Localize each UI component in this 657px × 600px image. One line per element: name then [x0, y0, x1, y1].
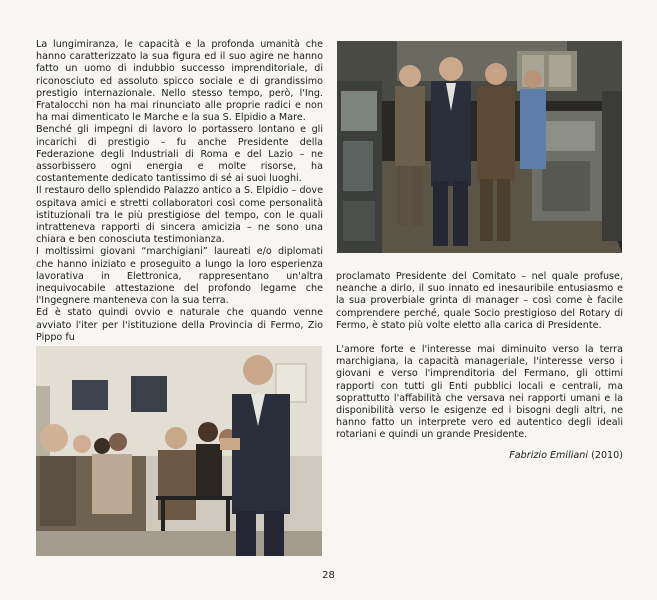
paragraph: La lungimiranza, le capacità e la profonda umanità che hanno caratterizzato la sua figura ed il suo agire ne hanno fatto un uomo di indubbio successo imprenditoriale, di riconosciuto ed assoluto spicco sociale e di grandissimo prestigio internazionale. Nello stesso tempo, però, l'Ing. Fratalocchi non ha mai rinunciato alle proprie radici e non ha mai dimenticato le Marche e la sua S. Elpidio a Mare.	[36, 39, 323, 124]
left-text-column	[36, 39, 323, 344]
photo-audience-speech	[36, 346, 322, 556]
right-text-column	[336, 271, 623, 462]
paragraph: Ed è stato quindi ovvio e naturale che quando venne avviato l'iter per l'istituzione della Provincia di Fermo, Zio Pippo fu	[36, 307, 323, 343]
paragraph: proclamato Presidente del Comitato – nel quale profuse, neanche a dirlo, il suo innato ed inesauribile entusiasmo e la sua proverbiale grinta di manager – così come è facile comprendere perché, quale Socio prestigioso del Rotary di Fermo, è stato più volte eletto alla carica di Presidente.	[336, 271, 623, 331]
photo-laboratory-visit	[337, 41, 622, 253]
paragraph: Il restauro dello splendido Palazzo antico a S. Elpidio – dove ospitava amici e stretti collaboratori così come personalità istituzionali tra le più prestigiose del tempo, con le quali intratteneva rapporti di sincera amicizia – ne sono una chiara e ben conosciuta testimonianza.	[36, 185, 323, 246]
paragraph: Benché gli impegni di lavoro lo portassero lontano e gli incarichi di prestigio – fu anche Presidente della Federazione degli Industriali di Roma e del Lazio – ne assorbissero ogni energia e molte risorse, ha costantemente dedicato tantissimo di sé ai suoi luoghi.	[36, 124, 323, 185]
author-name: Fabrizio Emiliani	[509, 449, 589, 461]
signature-year: (2010)	[591, 449, 623, 461]
author-signature	[336, 450, 623, 462]
paragraph: L'amore forte e l'interesse mai diminuito verso la terra marchigiana, la capacità manageriale, l'interesse verso i giovani e verso l'imprenditoria del Fermano, gli ottimi rapporti con tutti gli Enti pubblici locali e centrali, ma soprattutto l'affabilità che versava nei rapporti umani e la disponibilità verso le esigenze ed i bisogni degli altri, ne hanno fatto un interprete vero ed autentico degli ideali rotariani e quindi un grande Presidente.	[336, 344, 623, 441]
paragraph: I moltissimi giovani “marchigiani” laureati e/o diplomati che hanno iniziato e proseguito a lungo la loro esperienza lavorativa in Elettronica, rappresentano un'altra inequivocabile attestazione del profondo legame che l'Ingegnere manteneva con la sua terra.	[36, 246, 323, 307]
page-number: 28	[322, 570, 335, 581]
